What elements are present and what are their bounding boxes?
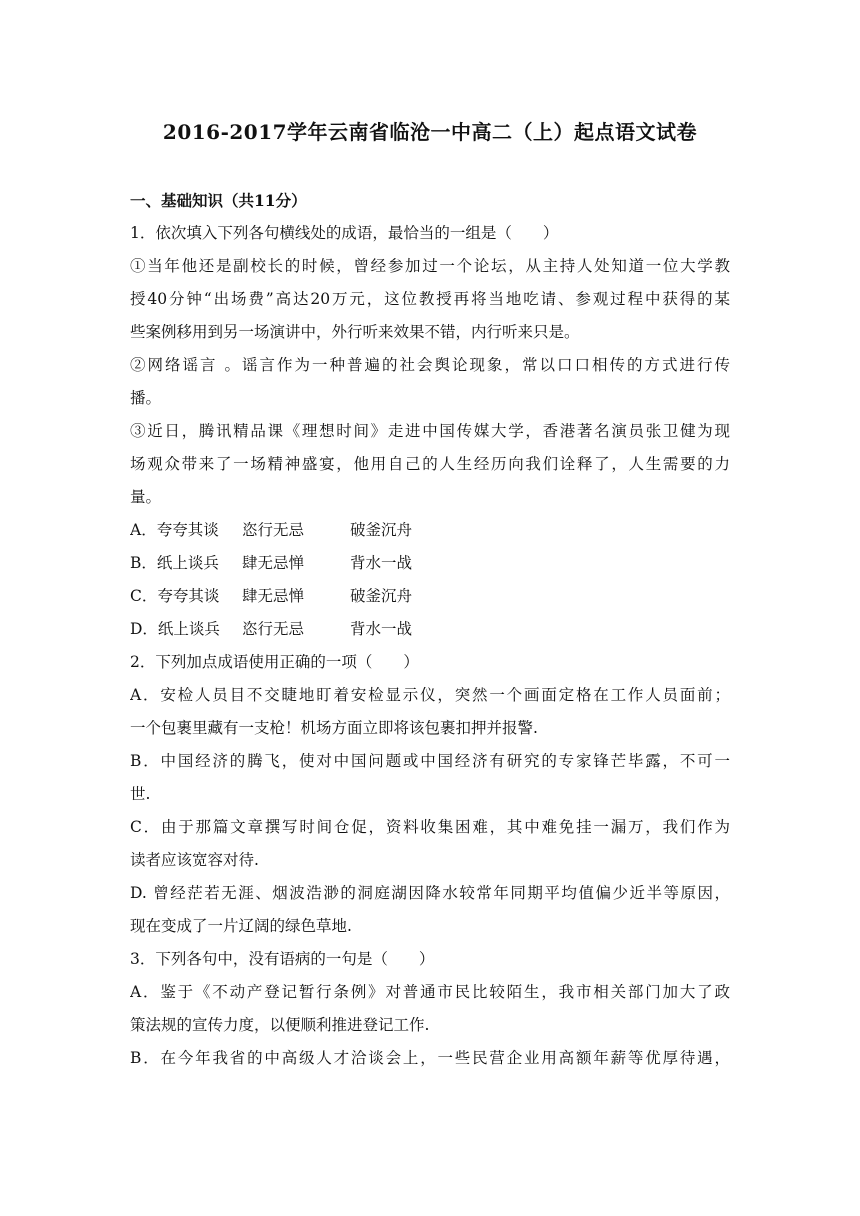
option-d-word-3: 背水一战 xyxy=(350,620,413,638)
q2-option-b-line: 世. xyxy=(130,785,151,803)
option-d-word-1: D．纸上谈兵 xyxy=(130,620,220,638)
section-heading: 一、基础知识（共11分） xyxy=(130,191,307,210)
q1-sentence-1-line: 授40分钟“出场费”高达20万元，这位教授再将当地吃请、参观过程中获得的某 xyxy=(130,290,730,308)
option-a-word-3: 破釜沉舟 xyxy=(350,521,413,539)
option-b-word-2: 肆无忌惮 xyxy=(242,554,305,572)
q2-option-b-line: B．中国经济的腾飞，使对中国问题或中国经济有研究的专家锋芒毕露，不可一 xyxy=(130,752,730,770)
document-body xyxy=(130,184,730,1075)
option-a-word-2: 恣行无忌 xyxy=(242,521,305,539)
q3-option-b-line: B．在今年我省的中高级人才洽谈会上，一些民营企业用高额年薪等优厚待遇， xyxy=(130,1049,730,1067)
q1-option-c xyxy=(130,580,730,613)
q2-option-d-line: 现在变成了一片辽阔的绿色草地. xyxy=(130,917,352,935)
q1-sentence-2-line: 播。 xyxy=(130,389,162,407)
option-c-word-2: 肆无忌惮 xyxy=(242,587,305,605)
q2-option-a-line: 一个包裹里藏有一支枪！机场方面立即将该包裹扣押并报警. xyxy=(130,719,538,737)
q1-sentence-1-line: 些案例移用到另一场演讲中，外行听来效果不错，内行听来只是。 xyxy=(130,323,580,341)
page-title: 2016-2017学年云南省临沧一中高二（上）起点语文试卷 xyxy=(162,120,698,144)
q1-sentence-2-line: ②网络谣言 。谣言作为一种普遍的社会舆论现象，常以口口相传的方式进行传 xyxy=(130,356,730,374)
question-1-stem: 1．依次填入下列各句横线处的成语，最恰当的一组是（ ） xyxy=(130,224,559,242)
option-b-word-3: 背水一战 xyxy=(350,554,413,572)
q3-option-a-line: 策法规的宣传力度，以便顺利推进登记工作. xyxy=(130,1016,430,1034)
q3-option-a-line: A．鉴于《不动产登记暂行条例》对普通市民比较陌生，我市相关部门加大了政 xyxy=(130,983,730,1001)
option-b-word-1: B．纸上谈兵 xyxy=(130,554,219,572)
option-c-word-1: C．夸夸其谈 xyxy=(130,587,220,605)
q1-option-a xyxy=(130,514,730,547)
option-a-word-1: A．夸夸其谈 xyxy=(130,521,219,539)
question-3-stem: 3．下列各句中，没有语病的一句是（ ） xyxy=(130,950,435,968)
q2-option-c-line: C．由于那篇文章撰写时间仓促，资料收集困难，其中难免挂一漏万，我们作为 xyxy=(130,818,730,836)
option-d-word-2: 恣行无忌 xyxy=(242,620,305,638)
q2-option-a-line: A．安检人员目不交睫地盯着安检显示仪，突然一个画面定格在工作人员面前； xyxy=(130,686,730,704)
q1-option-d xyxy=(130,613,730,646)
q1-sentence-1-line: ①当年他还是副校长的时候，曾经参加过一个论坛，从主持人处知道一位大学教 xyxy=(130,257,730,275)
q1-sentence-3-line: 场观众带来了一场精神盛宴，他用自己的人生经历向我们诠释了，人生需要的力 xyxy=(130,455,730,473)
q2-option-d-line: D. 曾经茫若无涯、烟波浩渺的洞庭湖因降水较常年同期平均值偏少近半等原因， xyxy=(130,884,730,902)
q2-option-c-line: 读者应该宽容对待. xyxy=(130,851,259,869)
option-c-word-3: 破釜沉舟 xyxy=(350,587,413,605)
q1-sentence-3-line: ③近日，腾讯精品课《理想时间》走进中国传媒大学，香港著名演员张卫健为现 xyxy=(130,422,730,440)
question-2-stem: 2．下列加点成语使用正确的一项（ ） xyxy=(130,653,419,671)
q1-option-b xyxy=(130,547,730,580)
q1-sentence-3-line: 量。 xyxy=(130,488,162,506)
